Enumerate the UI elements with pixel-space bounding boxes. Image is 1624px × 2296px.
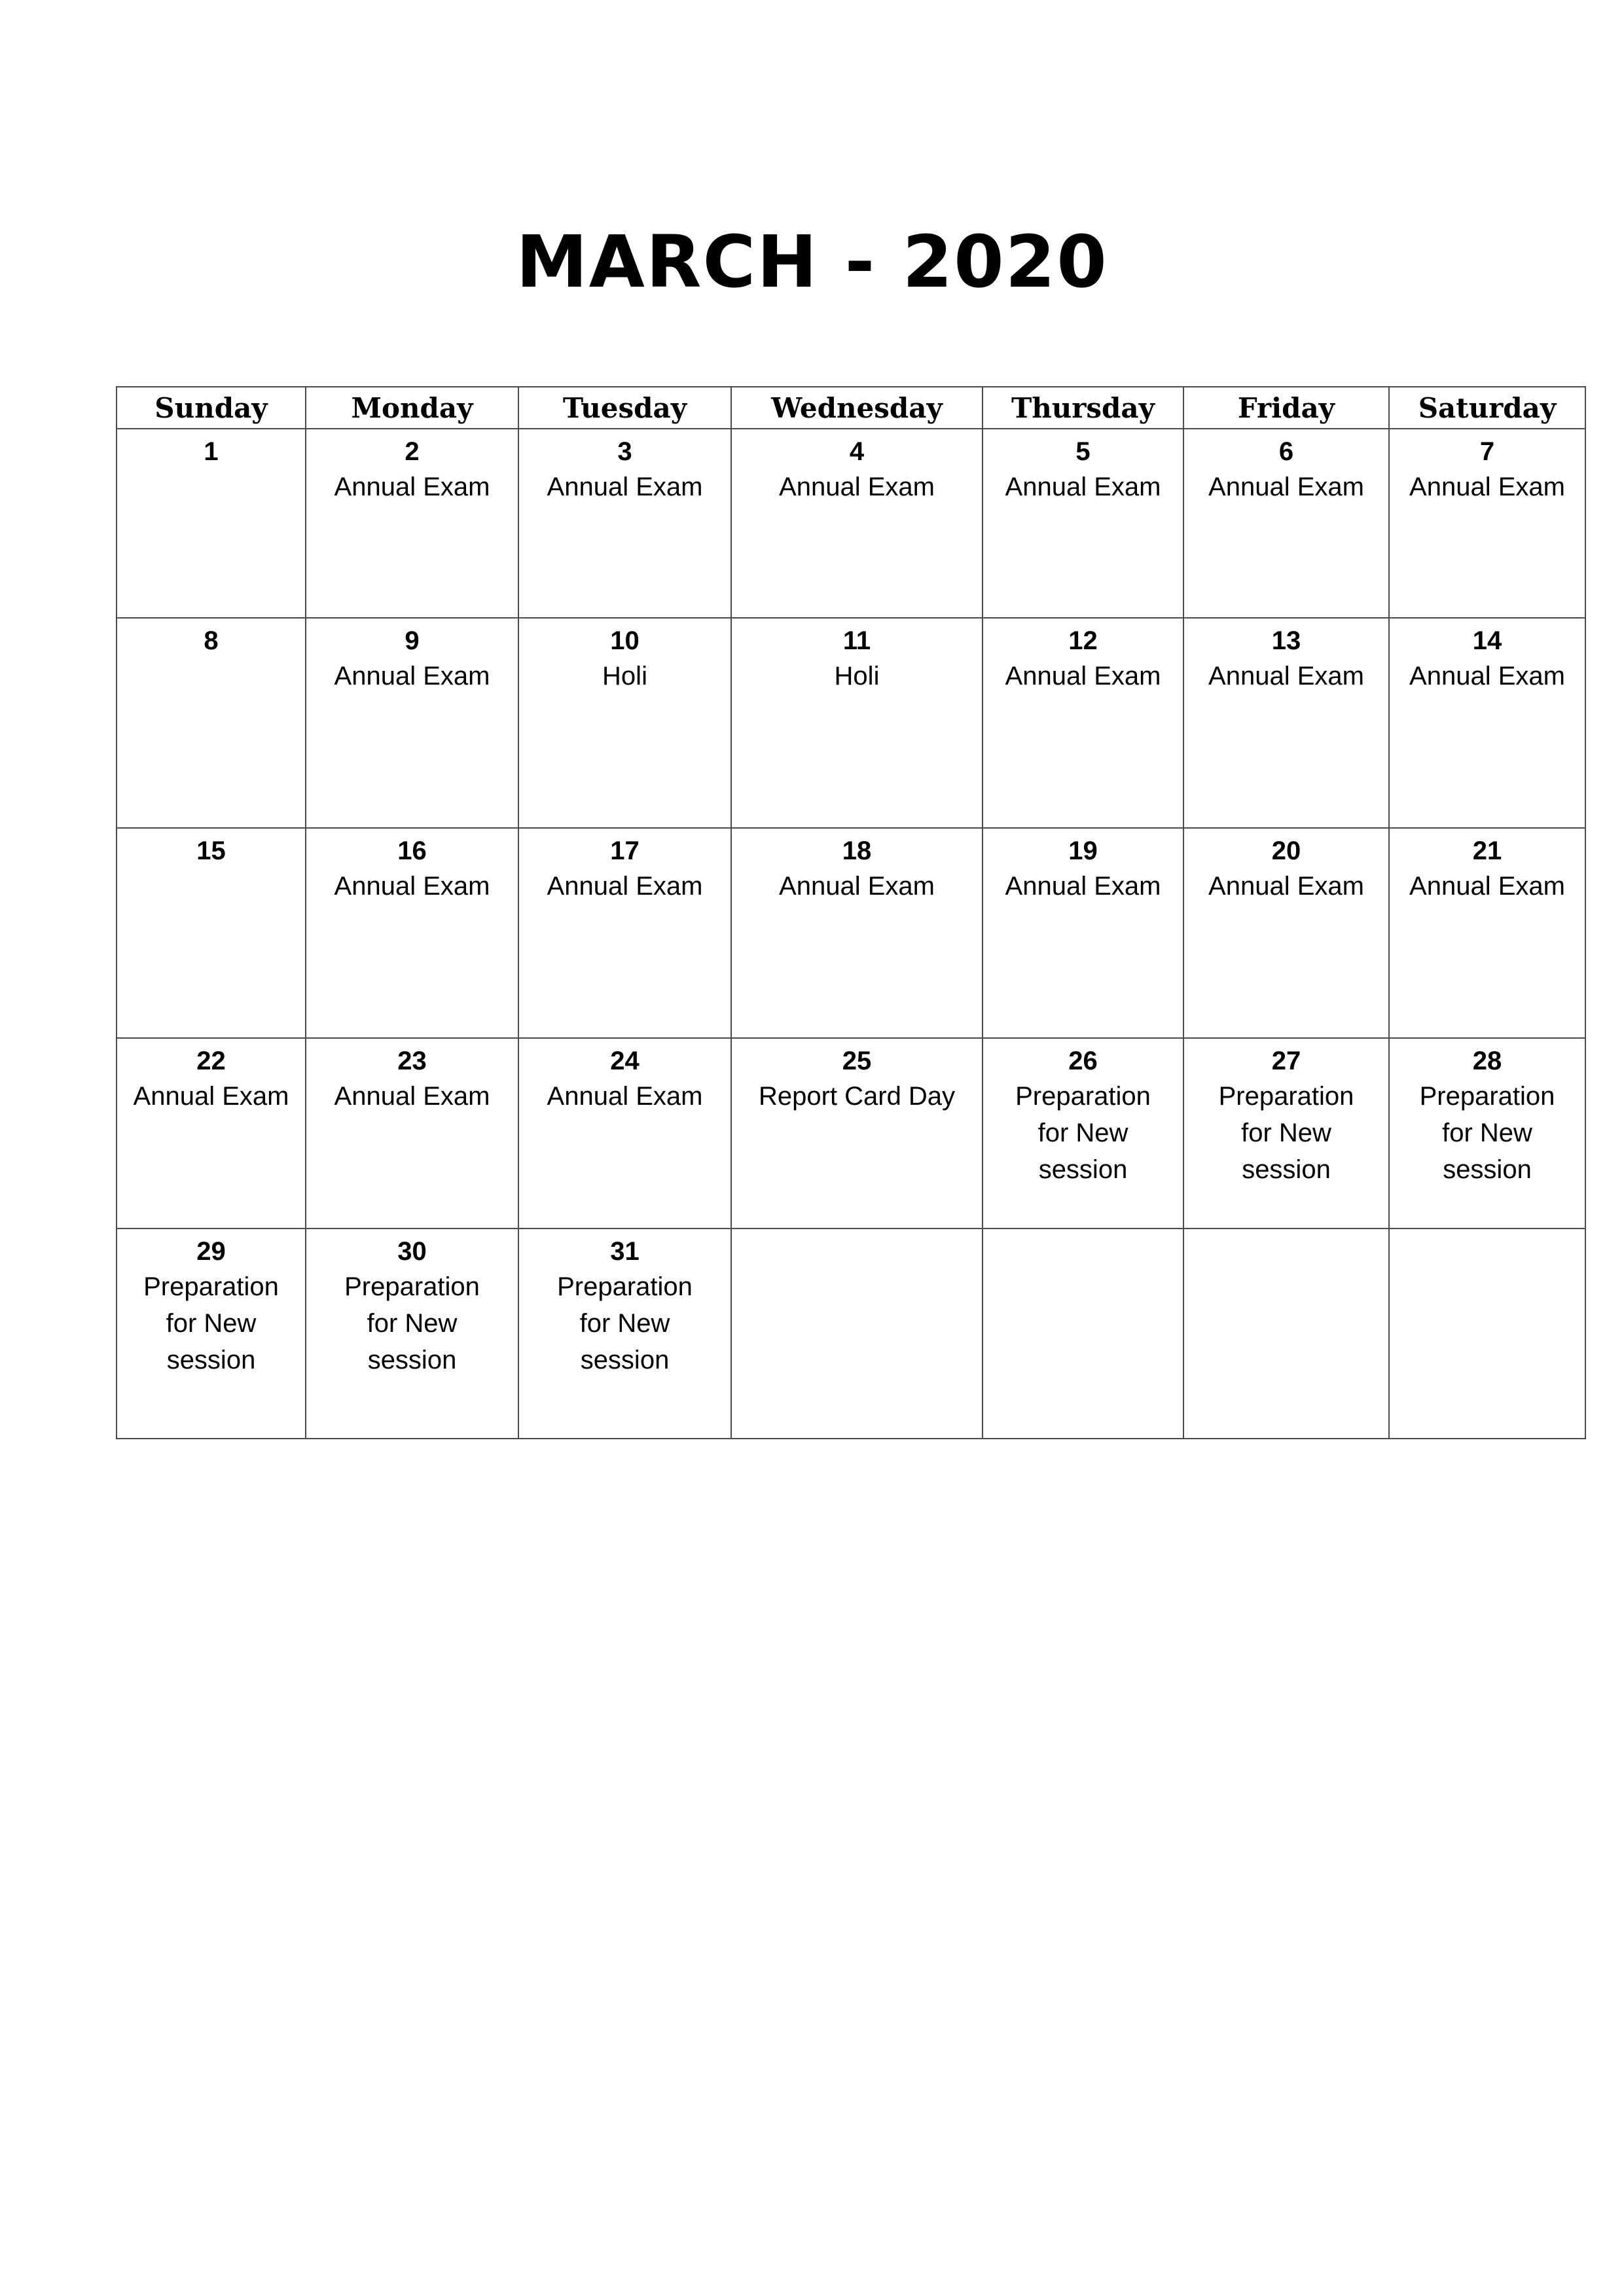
day-cell	[1183, 429, 1389, 618]
day-event: Annual Exam	[547, 473, 703, 501]
day-number: 19	[1068, 836, 1098, 865]
week-row	[117, 618, 1585, 828]
day-event: Annual Exam	[1208, 473, 1364, 501]
day-cell	[117, 618, 306, 828]
day-number: 31	[610, 1237, 640, 1266]
day-event: Preparation for New session	[1419, 1082, 1555, 1184]
calendar-title: MARCH - 2020	[516, 220, 1108, 304]
day-number: 1	[204, 437, 219, 466]
day-cell	[1389, 429, 1585, 618]
day-number: 27	[1271, 1047, 1301, 1075]
day-cell	[983, 828, 1183, 1038]
day-number: 14	[1472, 626, 1502, 655]
day-event: Preparation for New session	[557, 1272, 693, 1374]
day-event: Annual Exam	[1005, 872, 1161, 901]
day-number: 10	[610, 626, 640, 655]
weekday-header-sunday: Sunday	[117, 387, 306, 429]
day-cell	[117, 828, 306, 1038]
day-number: 28	[1472, 1047, 1502, 1075]
calendar-table	[116, 386, 1586, 1439]
day-cell	[731, 1229, 983, 1439]
day-cell	[731, 429, 983, 618]
day-cell	[306, 1229, 518, 1439]
day-number: 23	[397, 1047, 427, 1075]
day-number: 17	[610, 836, 640, 865]
day-cell	[518, 618, 731, 828]
day-cell	[1389, 828, 1585, 1038]
day-event: Annual Exam	[1005, 473, 1161, 501]
day-number: 6	[1278, 437, 1294, 466]
day-cell	[983, 618, 1183, 828]
day-cell	[1183, 828, 1389, 1038]
weekday-header-row	[117, 387, 1585, 429]
day-cell	[306, 828, 518, 1038]
day-cell	[1183, 618, 1389, 828]
week-row	[117, 1229, 1585, 1439]
day-number: 29	[196, 1237, 226, 1266]
day-cell	[731, 618, 983, 828]
day-number: 4	[849, 437, 865, 466]
day-cell	[518, 429, 731, 618]
day-cell	[1183, 1038, 1389, 1229]
weekday-header-saturday: Saturday	[1389, 387, 1585, 429]
day-cell	[1183, 1229, 1389, 1439]
day-event: Annual Exam	[133, 1082, 289, 1111]
day-number: 7	[1479, 437, 1495, 466]
weekday-header-thursday: Thursday	[983, 387, 1183, 429]
day-number: 5	[1075, 437, 1091, 466]
day-event: Report Card Day	[758, 1082, 956, 1111]
day-number: 2	[405, 437, 420, 466]
day-cell	[117, 1229, 306, 1439]
day-event: Annual Exam	[1208, 662, 1364, 691]
day-event: Preparation for New session	[1218, 1082, 1354, 1184]
day-event: Annual Exam	[334, 1082, 490, 1111]
day-cell	[983, 1229, 1183, 1439]
weekday-header-wednesday: Wednesday	[731, 387, 983, 429]
day-event: Annual Exam	[1208, 872, 1364, 901]
day-event: Annual Exam	[547, 1082, 703, 1111]
week-row	[117, 1038, 1585, 1229]
weekday-header-monday: Monday	[306, 387, 518, 429]
day-cell	[306, 618, 518, 828]
day-cell	[117, 1038, 306, 1229]
day-event: Holi	[834, 662, 880, 691]
day-number: 24	[610, 1047, 640, 1075]
day-cell	[1389, 1038, 1585, 1229]
day-cell	[518, 1229, 731, 1439]
day-event: Holi	[602, 662, 647, 691]
day-number: 13	[1271, 626, 1301, 655]
day-number: 26	[1068, 1047, 1098, 1075]
day-number: 21	[1472, 836, 1502, 865]
day-cell	[1389, 618, 1585, 828]
day-number: 16	[397, 836, 427, 865]
day-event: Annual Exam	[334, 662, 490, 691]
weekday-header-friday: Friday	[1183, 387, 1389, 429]
day-cell	[518, 828, 731, 1038]
day-number: 20	[1271, 836, 1301, 865]
week-row	[117, 828, 1585, 1038]
day-cell	[306, 429, 518, 618]
week-row	[117, 429, 1585, 618]
day-number: 12	[1068, 626, 1098, 655]
day-event: Preparation for New session	[143, 1272, 279, 1374]
day-cell	[983, 1038, 1183, 1229]
day-number: 25	[842, 1047, 872, 1075]
day-event: Annual Exam	[1005, 662, 1161, 691]
day-event: Annual Exam	[779, 473, 935, 501]
day-cell	[306, 1038, 518, 1229]
day-number: 22	[196, 1047, 226, 1075]
day-event: Annual Exam	[1409, 662, 1565, 691]
day-cell	[117, 429, 306, 618]
day-cell	[1389, 1229, 1585, 1439]
day-event: Annual Exam	[779, 872, 935, 901]
day-event: Preparation for New session	[344, 1272, 480, 1374]
day-event: Annual Exam	[1409, 473, 1565, 501]
day-number: 9	[405, 626, 420, 655]
weekday-header-tuesday: Tuesday	[518, 387, 731, 429]
day-event: Annual Exam	[334, 473, 490, 501]
day-event: Annual Exam	[547, 872, 703, 901]
day-number: 3	[617, 437, 632, 466]
day-number: 30	[397, 1237, 427, 1266]
day-number: 18	[842, 836, 872, 865]
day-number: 15	[196, 836, 226, 865]
day-cell	[983, 429, 1183, 618]
day-number: 11	[842, 626, 871, 655]
day-cell	[731, 1038, 983, 1229]
day-cell	[518, 1038, 731, 1229]
day-cell	[731, 828, 983, 1038]
day-number: 8	[204, 626, 219, 655]
day-event: Preparation for New session	[1015, 1082, 1151, 1184]
day-event: Annual Exam	[334, 872, 490, 901]
day-event: Annual Exam	[1409, 872, 1565, 901]
